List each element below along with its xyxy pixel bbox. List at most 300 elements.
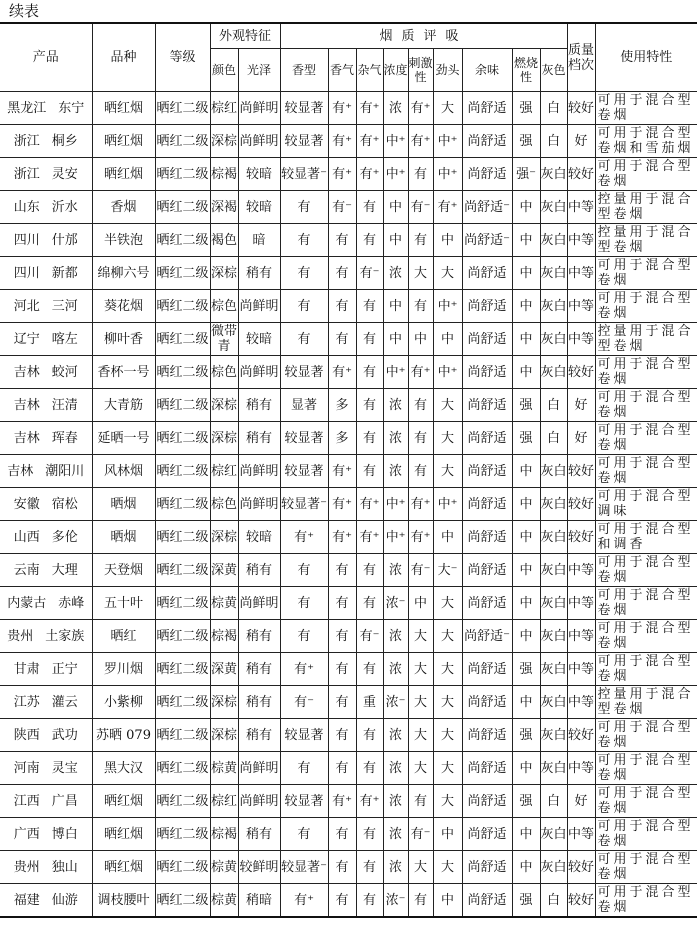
cell-quality: 好 xyxy=(567,389,595,422)
cell-off-flavor: 有 xyxy=(356,422,383,455)
cell-aroma-type: 有⁺ xyxy=(280,653,328,686)
cell-strength: 中⁺ xyxy=(383,158,408,191)
cell-quality: 较好 xyxy=(567,455,595,488)
cell-usage: 可用于混合型卷烟 xyxy=(595,785,697,818)
cell-off-flavor: 有 xyxy=(356,224,383,257)
cell-ash: 灰白 xyxy=(540,653,567,686)
cell-strength: 中 xyxy=(383,224,408,257)
table-row xyxy=(0,818,697,851)
cell-off-flavor: 有 xyxy=(356,455,383,488)
cell-usage: 可用于混合型卷烟 xyxy=(595,851,697,884)
cell-variety: 晒烟 xyxy=(92,521,155,554)
cell-color: 深黄 xyxy=(210,554,238,587)
table-row xyxy=(0,356,697,389)
cell-irritancy: 有 xyxy=(408,290,433,323)
header-ash: 灰色 xyxy=(540,49,567,92)
header-strength: 浓度 xyxy=(383,49,408,92)
cell-combustion: 中 xyxy=(512,488,540,521)
cell-aftertaste: 尚舒适 xyxy=(462,92,512,125)
cell-grade: 晒红二级 xyxy=(155,851,210,884)
cell-impact: 大⁻ xyxy=(433,554,462,587)
cell-quality: 较好 xyxy=(567,884,595,918)
cell-variety: 绵柳六号 xyxy=(92,257,155,290)
cell-quality: 中等 xyxy=(567,818,595,851)
cell-impact: 中⁺ xyxy=(433,356,462,389)
cell-luster: 稍有 xyxy=(238,653,280,686)
cell-aftertaste: 尚舒适 xyxy=(462,719,512,752)
cell-variety: 香杯一号 xyxy=(92,356,155,389)
cell-strength: 浓 xyxy=(383,455,408,488)
cell-ash: 灰白 xyxy=(540,620,567,653)
cell-aroma: 多 xyxy=(328,389,356,422)
cell-color: 深棕 xyxy=(210,257,238,290)
cell-off-flavor: 有 xyxy=(356,554,383,587)
cell-off-flavor: 有 xyxy=(356,290,383,323)
cell-aftertaste: 尚舒适 xyxy=(462,158,512,191)
cell-province: 辽宁 xyxy=(13,331,40,347)
cell-place: 什邡 xyxy=(51,232,78,248)
cell-quality: 中等 xyxy=(567,323,595,356)
cell-combustion: 中 xyxy=(512,521,540,554)
header-impact: 劲头 xyxy=(433,49,462,92)
cell-aroma: 有⁺ xyxy=(328,356,356,389)
cell-off-flavor: 有 xyxy=(356,587,383,620)
cell-grade: 晒红二级 xyxy=(155,224,210,257)
cell-ash: 白 xyxy=(540,884,567,918)
cell-aroma-type: 有 xyxy=(280,191,328,224)
cell-aroma: 有⁺ xyxy=(328,785,356,818)
cell-impact: 大 xyxy=(433,620,462,653)
cell-grade: 晒红二级 xyxy=(155,884,210,918)
cell-province: 贵州 xyxy=(7,628,34,644)
cell-color: 棕黄 xyxy=(210,884,238,918)
cell-province: 安徽 xyxy=(13,496,40,512)
cell-aroma-type: 较显著 xyxy=(280,455,328,488)
header-aroma-type: 香型 xyxy=(280,49,328,92)
cell-place: 多伦 xyxy=(51,529,78,545)
cell-aroma: 有⁺ xyxy=(328,158,356,191)
cell-province: 甘肃 xyxy=(13,661,40,677)
cell-combustion: 强 xyxy=(512,389,540,422)
cell-aroma: 有 xyxy=(328,257,356,290)
cell-impact: 中 xyxy=(433,818,462,851)
cell-luster: 较暗 xyxy=(238,191,280,224)
cell-ash: 灰白 xyxy=(540,719,567,752)
cell-usage: 可用于混合型卷烟 xyxy=(595,587,697,620)
cell-place: 新都 xyxy=(51,265,78,281)
cell-place: 潮阳川 xyxy=(45,463,85,479)
cell-product xyxy=(0,686,92,719)
cell-luster: 稍暗 xyxy=(238,884,280,918)
cell-ash: 灰白 xyxy=(540,488,567,521)
cell-aroma: 有⁻ xyxy=(328,191,356,224)
cell-place: 武功 xyxy=(51,727,78,743)
cell-grade: 晒红二级 xyxy=(155,356,210,389)
header-smoking-evaluation: 烟质评吸 xyxy=(280,23,567,49)
cell-color: 深黄 xyxy=(210,653,238,686)
cell-irritancy: 大 xyxy=(408,752,433,785)
cell-color: 深棕 xyxy=(210,422,238,455)
cell-irritancy: 大 xyxy=(408,257,433,290)
cell-color: 棕黄 xyxy=(210,851,238,884)
cell-impact: 大 xyxy=(433,785,462,818)
cell-quality: 中等 xyxy=(567,191,595,224)
cell-place: 博白 xyxy=(51,826,78,842)
cell-luster: 尚鲜明 xyxy=(238,125,280,158)
cell-variety: 晒红烟 xyxy=(92,818,155,851)
cell-ash: 灰白 xyxy=(540,521,567,554)
cell-luster: 较暗 xyxy=(238,521,280,554)
cell-product xyxy=(0,884,92,918)
cell-province: 吉林 xyxy=(13,430,40,446)
cell-place: 三河 xyxy=(51,298,78,314)
table-row xyxy=(0,158,697,191)
cell-impact: 大 xyxy=(433,719,462,752)
cell-usage: 可用于混合型卷烟 xyxy=(595,719,697,752)
cell-aroma: 有 xyxy=(328,587,356,620)
cell-irritancy: 有⁺ xyxy=(408,521,433,554)
table-row xyxy=(0,620,697,653)
cell-luster: 尚鲜明 xyxy=(238,290,280,323)
header-luster: 光泽 xyxy=(238,49,280,92)
cell-grade: 晒红二级 xyxy=(155,818,210,851)
cell-variety: 柳叶香 xyxy=(92,323,155,356)
cell-strength: 浓⁻ xyxy=(383,686,408,719)
cell-color: 深棕 xyxy=(210,389,238,422)
cell-place: 大理 xyxy=(51,562,78,578)
cell-aroma-type: 较显著 xyxy=(280,125,328,158)
cell-aftertaste: 尚舒适 xyxy=(462,785,512,818)
cell-quality: 中等 xyxy=(567,686,595,719)
cell-color: 棕褐 xyxy=(210,620,238,653)
table-row xyxy=(0,785,697,818)
cell-strength: 浓 xyxy=(383,92,408,125)
cell-irritancy: 有 xyxy=(408,884,433,918)
cell-aroma: 有 xyxy=(328,752,356,785)
sun-cured-tobacco-table xyxy=(0,22,697,918)
cell-off-flavor: 有⁻ xyxy=(356,620,383,653)
cell-color: 棕红 xyxy=(210,92,238,125)
cell-variety: 大青筋 xyxy=(92,389,155,422)
cell-usage: 可用于混合型卷烟和雪茄烟 xyxy=(595,125,697,158)
cell-strength: 中⁺ xyxy=(383,521,408,554)
table-row xyxy=(0,719,697,752)
cell-quality: 中等 xyxy=(567,257,595,290)
cell-aroma: 有 xyxy=(328,653,356,686)
cell-off-flavor: 有⁺ xyxy=(356,158,383,191)
cell-aftertaste: 尚舒适 xyxy=(462,323,512,356)
cell-variety: 天登烟 xyxy=(92,554,155,587)
cell-product xyxy=(0,323,92,356)
cell-quality: 较好 xyxy=(567,488,595,521)
table-row xyxy=(0,686,697,719)
table-row xyxy=(0,851,697,884)
cell-irritancy: 有⁻ xyxy=(408,554,433,587)
table-row xyxy=(0,257,697,290)
cell-aroma: 多 xyxy=(328,422,356,455)
cell-grade: 晒红二级 xyxy=(155,752,210,785)
cell-product xyxy=(0,719,92,752)
cell-off-flavor: 有 xyxy=(356,884,383,918)
cell-variety: 晒红烟 xyxy=(92,158,155,191)
cell-off-flavor: 有 xyxy=(356,752,383,785)
cell-product xyxy=(0,422,92,455)
cell-luster: 稍有 xyxy=(238,620,280,653)
cell-usage: 可用于混合型卷烟 xyxy=(595,257,697,290)
cell-impact: 中⁺ xyxy=(433,290,462,323)
cell-ash: 白 xyxy=(540,785,567,818)
cell-usage: 可用于混合型和调香 xyxy=(595,521,697,554)
cell-strength: 浓 xyxy=(383,752,408,785)
cell-strength: 浓 xyxy=(383,851,408,884)
cell-place: 珲春 xyxy=(51,430,78,446)
cell-irritancy: 有 xyxy=(408,389,433,422)
cell-color: 深棕 xyxy=(210,521,238,554)
cell-place: 喀左 xyxy=(51,331,78,347)
cell-product xyxy=(0,587,92,620)
cell-strength: 浓⁻ xyxy=(383,587,408,620)
cell-irritancy: 大 xyxy=(408,620,433,653)
cell-aroma: 有 xyxy=(328,323,356,356)
cell-combustion: 强 xyxy=(512,92,540,125)
header-off-flavor: 杂气 xyxy=(356,49,383,92)
cell-province: 浙江 xyxy=(13,166,40,182)
cell-aroma-type: 较显著 xyxy=(280,785,328,818)
cell-ash: 灰白 xyxy=(540,290,567,323)
cell-province: 江西 xyxy=(13,793,40,809)
cell-product xyxy=(0,488,92,521)
header-aftertaste: 余味 xyxy=(462,49,512,92)
cell-strength: 中⁺ xyxy=(383,356,408,389)
cell-quality: 中等 xyxy=(567,653,595,686)
table-row xyxy=(0,224,697,257)
cell-luster: 较暗 xyxy=(238,323,280,356)
cell-variety: 延晒一号 xyxy=(92,422,155,455)
cell-luster: 稍有 xyxy=(238,719,280,752)
cell-place: 灵宝 xyxy=(51,760,78,776)
cell-color: 深棕 xyxy=(210,686,238,719)
cell-combustion: 中 xyxy=(512,686,540,719)
cell-ash: 灰白 xyxy=(540,455,567,488)
table-row xyxy=(0,92,697,125)
cell-irritancy: 大 xyxy=(408,686,433,719)
cell-product xyxy=(0,389,92,422)
cell-aroma: 有⁺ xyxy=(328,92,356,125)
cell-irritancy: 有 xyxy=(408,224,433,257)
cell-color: 棕红 xyxy=(210,785,238,818)
cell-aftertaste: 尚舒适 xyxy=(462,686,512,719)
table-header xyxy=(0,23,697,92)
cell-aroma-type: 显著 xyxy=(280,389,328,422)
cell-strength: 浓⁻ xyxy=(383,884,408,918)
cell-place: 赤峰 xyxy=(58,595,85,611)
cell-color: 棕褐 xyxy=(210,818,238,851)
cell-grade: 晒红二级 xyxy=(155,125,210,158)
cell-aroma: 有 xyxy=(328,818,356,851)
cell-aftertaste: 尚舒适 xyxy=(462,884,512,918)
cell-product xyxy=(0,521,92,554)
cell-place: 蛟河 xyxy=(51,364,78,380)
cell-impact: 大 xyxy=(433,455,462,488)
cell-province: 吉林 xyxy=(7,463,34,479)
cell-variety: 五十叶 xyxy=(92,587,155,620)
cell-province: 黑龙江 xyxy=(7,100,47,116)
cell-combustion: 中 xyxy=(512,224,540,257)
cell-off-flavor: 有 xyxy=(356,389,383,422)
cell-aroma-type: 有 xyxy=(280,323,328,356)
cell-off-flavor: 有 xyxy=(356,356,383,389)
cell-off-flavor: 有⁺ xyxy=(356,125,383,158)
cell-grade: 晒红二级 xyxy=(155,323,210,356)
cell-irritancy: 有 xyxy=(408,785,433,818)
cell-province: 河南 xyxy=(13,760,40,776)
cell-aroma-type: 有 xyxy=(280,620,328,653)
cell-irritancy: 有⁻ xyxy=(408,818,433,851)
cell-quality: 好 xyxy=(567,785,595,818)
cell-usage: 可用于混合型卷烟 xyxy=(595,422,697,455)
header-quality: 质量档次 xyxy=(567,23,595,92)
cell-place: 桐乡 xyxy=(51,133,78,149)
cell-place: 东宁 xyxy=(58,100,85,116)
table-row xyxy=(0,422,697,455)
table-row xyxy=(0,125,697,158)
cell-off-flavor: 有 xyxy=(356,818,383,851)
cell-usage: 可用于混合型卷烟 xyxy=(595,92,697,125)
cell-variety: 葵花烟 xyxy=(92,290,155,323)
header-appearance: 外观特征 xyxy=(210,23,280,49)
cell-grade: 晒红二级 xyxy=(155,455,210,488)
header-variety: 品种 xyxy=(92,23,155,92)
cell-luster: 尚鲜明 xyxy=(238,752,280,785)
cell-impact: 中 xyxy=(433,884,462,918)
cell-impact: 大 xyxy=(433,587,462,620)
cell-combustion: 强 xyxy=(512,653,540,686)
cell-usage: 可用于混合型卷烟 xyxy=(595,455,697,488)
cell-color: 深棕 xyxy=(210,125,238,158)
cell-luster: 稍有 xyxy=(238,422,280,455)
cell-aftertaste: 尚舒适 xyxy=(462,653,512,686)
cell-ash: 灰白 xyxy=(540,818,567,851)
cell-impact: 大 xyxy=(433,92,462,125)
cell-product xyxy=(0,158,92,191)
cell-usage: 可用于混合型卷烟 xyxy=(595,818,697,851)
cell-impact: 大 xyxy=(433,257,462,290)
cell-grade: 晒红二级 xyxy=(155,719,210,752)
cell-place: 独山 xyxy=(51,859,78,875)
cell-province: 贵州 xyxy=(13,859,40,875)
cell-province: 河北 xyxy=(13,298,40,314)
cell-grade: 晒红二级 xyxy=(155,785,210,818)
cell-aroma: 有 xyxy=(328,620,356,653)
header-usage: 使用特性 xyxy=(595,23,697,92)
cell-variety: 晒红烟 xyxy=(92,92,155,125)
cell-luster: 尚鲜明 xyxy=(238,587,280,620)
cell-province: 福建 xyxy=(13,892,40,908)
cell-ash: 灰白 xyxy=(540,158,567,191)
cell-grade: 晒红二级 xyxy=(155,554,210,587)
cell-aroma-type: 有 xyxy=(280,818,328,851)
cell-combustion: 强 xyxy=(512,422,540,455)
cell-luster: 尚鲜明 xyxy=(238,356,280,389)
cell-grade: 晒红二级 xyxy=(155,158,210,191)
cell-impact: 中⁺ xyxy=(433,488,462,521)
cell-quality: 中等 xyxy=(567,290,595,323)
cell-off-flavor: 有 xyxy=(356,719,383,752)
cell-combustion: 中 xyxy=(512,323,540,356)
cell-usage: 可用于混合型卷烟 xyxy=(595,389,697,422)
cell-usage: 可用于混合型卷烟 xyxy=(595,554,697,587)
cell-province: 内蒙古 xyxy=(7,595,47,611)
cell-luster: 暗 xyxy=(238,224,280,257)
cell-aroma-type: 较显著 xyxy=(280,719,328,752)
cell-strength: 中⁺ xyxy=(383,125,408,158)
cell-aroma: 有 xyxy=(328,290,356,323)
cell-product xyxy=(0,653,92,686)
cell-combustion: 强 xyxy=(512,884,540,918)
cell-luster: 稍有 xyxy=(238,389,280,422)
cell-off-flavor: 有 xyxy=(356,851,383,884)
cell-aroma: 有 xyxy=(328,884,356,918)
cell-quality: 中等 xyxy=(567,554,595,587)
cell-aroma-type: 有 xyxy=(280,587,328,620)
cell-aroma-type: 有⁺ xyxy=(280,521,328,554)
cell-aroma: 有⁺ xyxy=(328,521,356,554)
cell-variety: 晒红烟 xyxy=(92,785,155,818)
cell-aroma-type: 有 xyxy=(280,752,328,785)
table-continued-title: 续表 xyxy=(9,2,40,20)
cell-product xyxy=(0,455,92,488)
cell-aftertaste: 尚舒适 xyxy=(462,422,512,455)
cell-luster: 稍有 xyxy=(238,686,280,719)
cell-combustion: 中 xyxy=(512,356,540,389)
cell-usage: 控量用于混合型卷烟 xyxy=(595,191,697,224)
cell-off-flavor: 有⁺ xyxy=(356,488,383,521)
cell-usage: 控量用于混合型卷烟 xyxy=(595,323,697,356)
cell-product xyxy=(0,92,92,125)
cell-product xyxy=(0,257,92,290)
cell-impact: 有⁺ xyxy=(433,191,462,224)
cell-luster: 稍有 xyxy=(238,257,280,290)
cell-irritancy: 有⁺ xyxy=(408,125,433,158)
cell-product xyxy=(0,818,92,851)
cell-aroma-type: 有⁺ xyxy=(280,884,328,918)
header-grade: 等级 xyxy=(155,23,210,92)
cell-aroma-type: 有 xyxy=(280,257,328,290)
cell-combustion: 强 xyxy=(512,719,540,752)
cell-aftertaste: 尚舒适 xyxy=(462,455,512,488)
cell-ash: 白 xyxy=(540,92,567,125)
cell-aroma-type: 有⁻ xyxy=(280,686,328,719)
cell-ash: 灰白 xyxy=(540,554,567,587)
cell-variety: 罗川烟 xyxy=(92,653,155,686)
cell-usage: 可用于混合型调味 xyxy=(595,488,697,521)
cell-color: 深棕 xyxy=(210,719,238,752)
cell-product xyxy=(0,125,92,158)
cell-combustion: 中 xyxy=(512,554,540,587)
cell-off-flavor: 有 xyxy=(356,653,383,686)
cell-off-flavor: 有⁻ xyxy=(356,257,383,290)
cell-color: 深褐 xyxy=(210,191,238,224)
cell-variety: 晒红 xyxy=(92,620,155,653)
cell-aroma-type: 较显著⁻ xyxy=(280,851,328,884)
cell-ash: 白 xyxy=(540,125,567,158)
cell-combustion: 中 xyxy=(512,455,540,488)
cell-ash: 灰白 xyxy=(540,323,567,356)
cell-province: 江苏 xyxy=(13,694,40,710)
cell-aroma: 有 xyxy=(328,686,356,719)
table-row xyxy=(0,587,697,620)
cell-color: 棕色 xyxy=(210,356,238,389)
